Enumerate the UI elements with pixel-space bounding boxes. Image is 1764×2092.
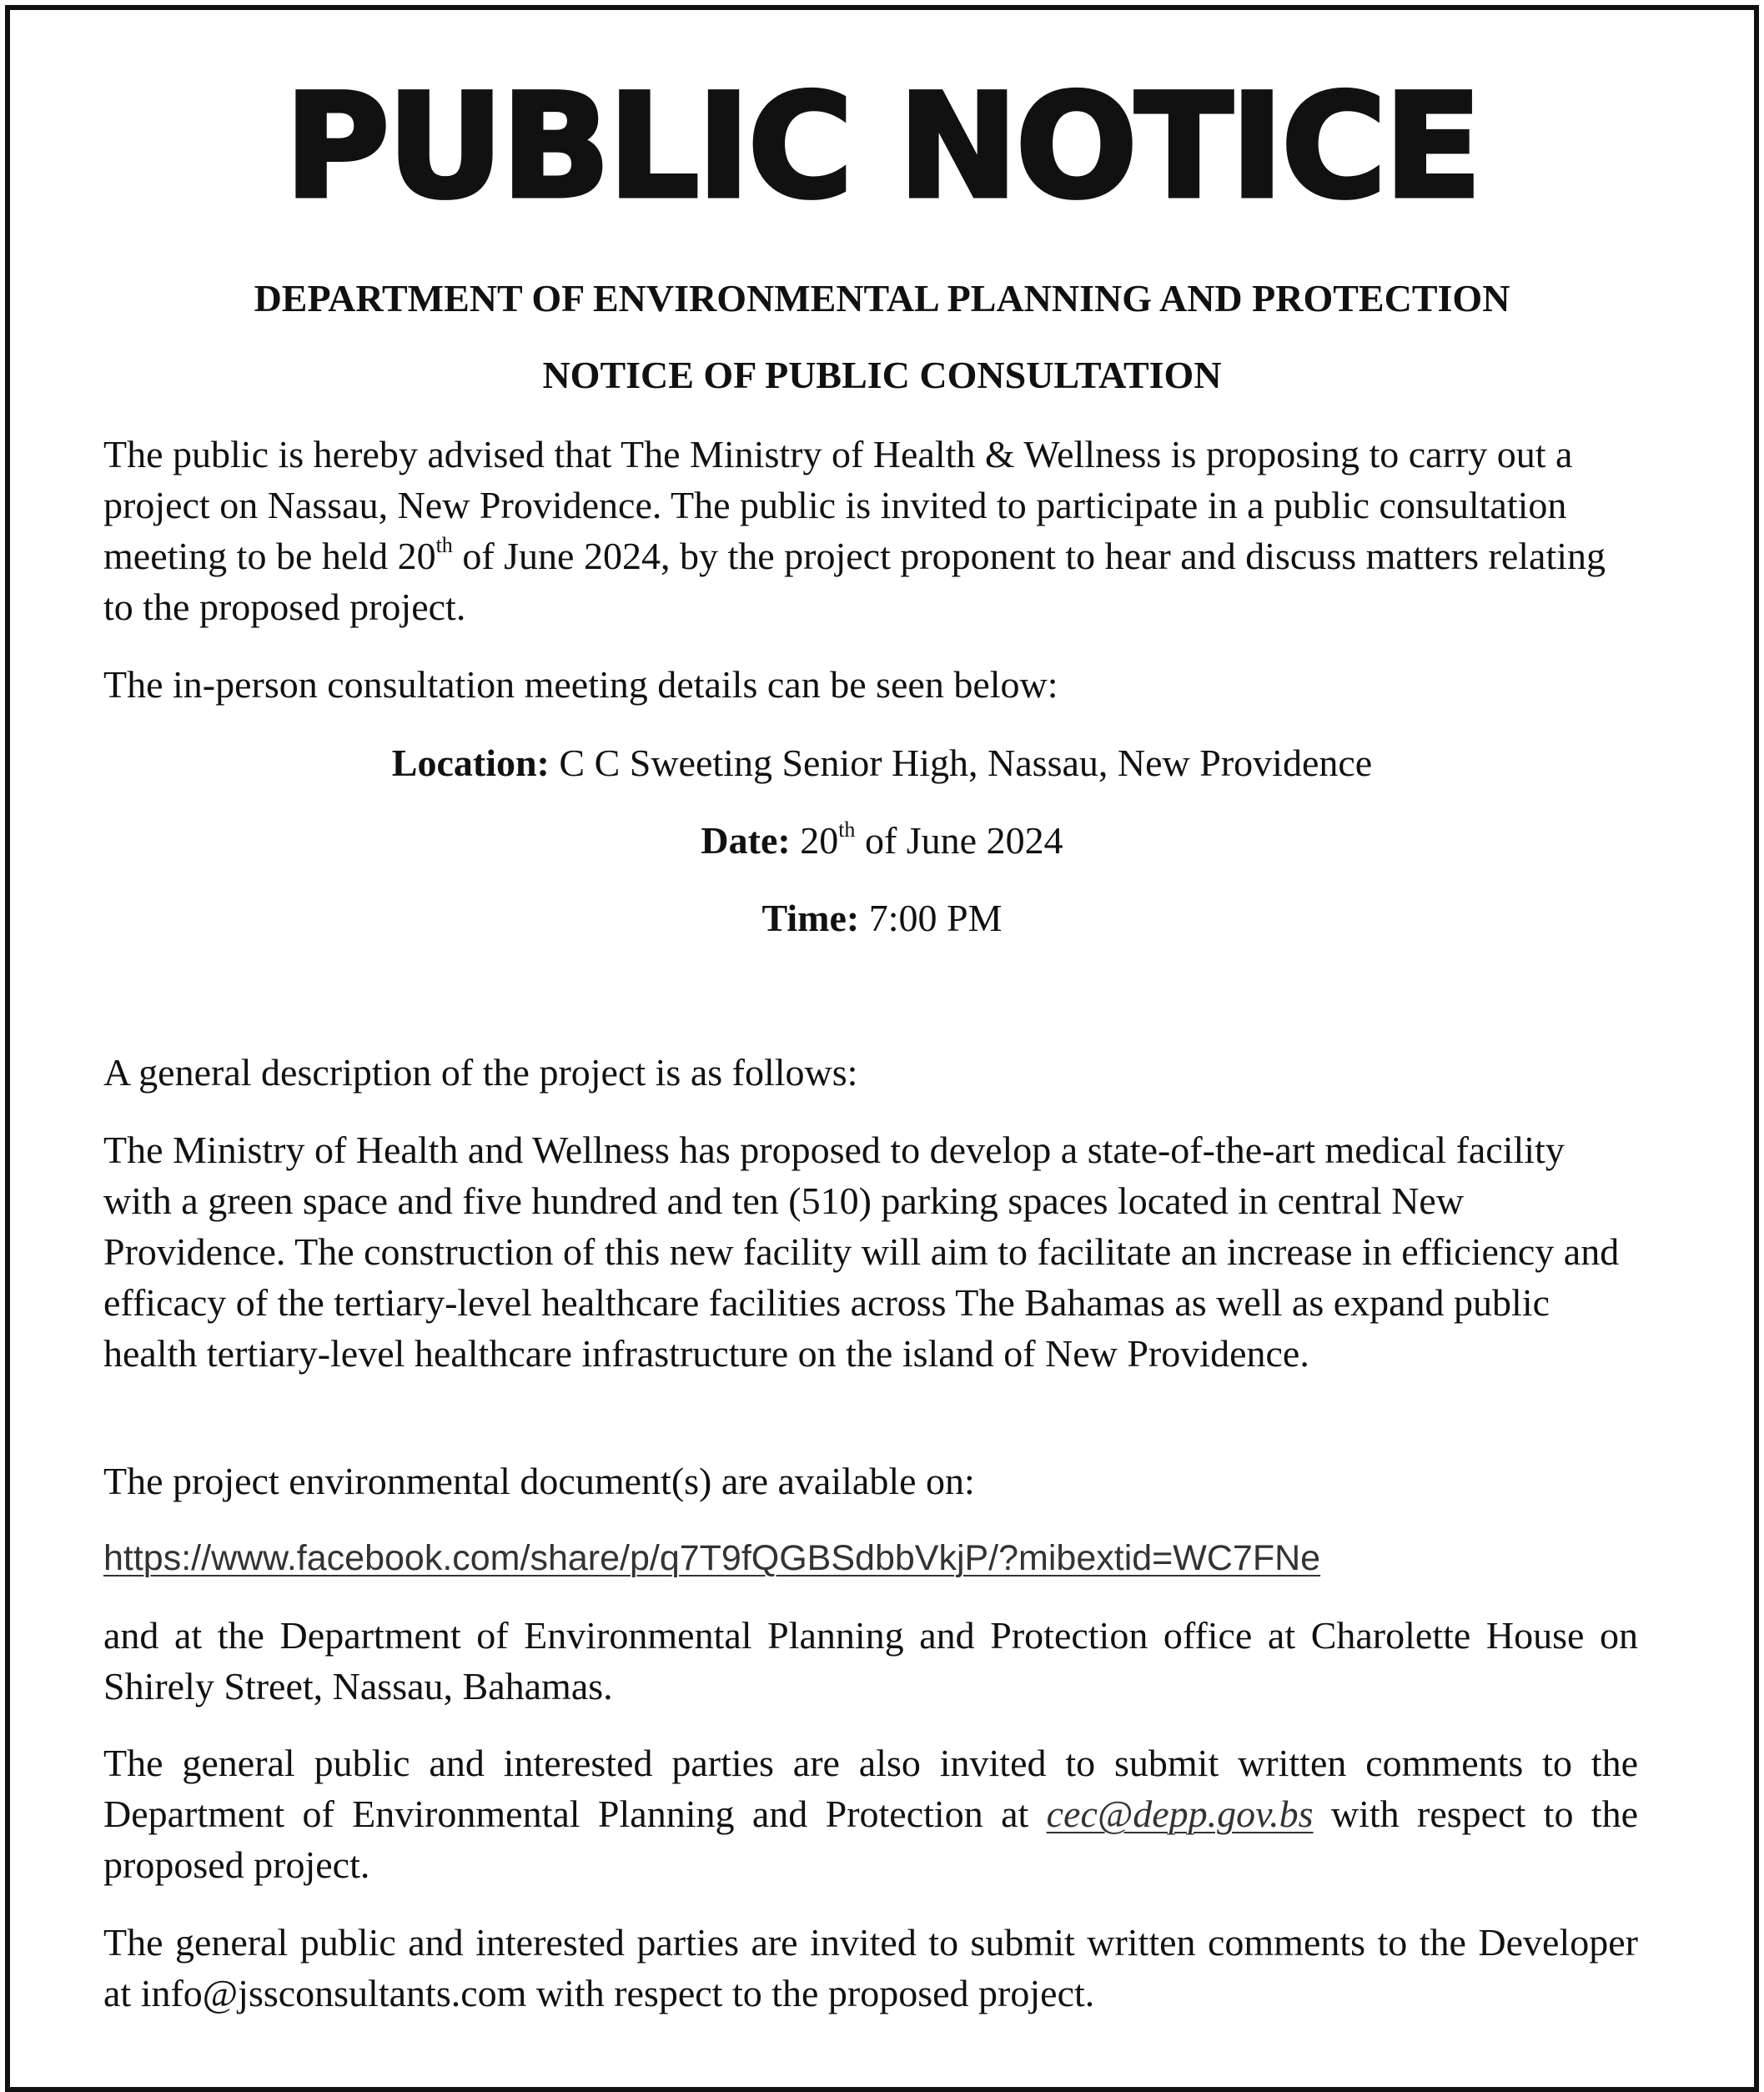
documents-intro: The project environmental document(s) are available on: (103, 1460, 975, 1502)
intro-ordinal: th (435, 532, 453, 557)
date-day: 20 (790, 819, 839, 862)
notice-title: PUBLIC NOTICE (284, 63, 1480, 230)
comments-developer-paragraph: The general public and interested parties are invited to submit written comments to the Developer at info@jssconsultants.com with respect to the proposed project. (103, 1921, 1638, 2014)
project-description: The Ministry of Health and Wellness has proposed to develop a state-of-the-art medical facility with a green space and five hundred and ten (510) parking spaces located in central New Providence. The construction of this new facility will aim to facilitate an increase in efficiency and efficacy of the tertiary-level healthcare facilities across The Bahamas as well as expand public health tertiary-level healthcare infrastructure on the island of New Providence. (103, 1129, 1620, 1375)
comments-depp-before: The general public and interested parties are also invited to submit written comments to the Department of Environmental Planning and Protection at (103, 1742, 1638, 1835)
comments-depp-after: with respect to the proposed project. (103, 1793, 1639, 1886)
meeting-location (10, 737, 1754, 788)
description-intro: A general description of the project is as follows: (103, 1051, 858, 1094)
department-heading: DEPARTMENT OF ENVIRONMENTAL PLANNING AND PROTECTION (254, 277, 1510, 319)
meeting-date (10, 815, 1754, 866)
details-intro: The in-person consultation meeting details can be seen below: (103, 663, 1058, 706)
time-value: 7:00 PM (859, 897, 1003, 939)
documents-link[interactable]: https://www.facebook.com/share/p/q7T9fQGBSdbbVkjP/?mibextid=WC7FNe (103, 1538, 1321, 1578)
depp-email-link[interactable]: cec@depp.gov.bs (1046, 1793, 1314, 1835)
intro-paragraph (103, 429, 1638, 632)
time-label: Time: (761, 897, 860, 939)
date-ordinal: th (838, 817, 856, 842)
intro-text-1: The public is hereby advised that The Ministry of Health & Wellness is proposing to carry out a project on Nassau, New Providence. The public is invited to participate in a public consultation meeting to be held 20 (103, 433, 1573, 577)
intro-text-2: of June 2024, by the project proponent to hear and discuss matters relating to the proposed project. (103, 535, 1606, 628)
office-paragraph: and at the Department of Environmental Planning and Protection office at Charolette House on Shirely Street, Nassau, Bahamas. (103, 1614, 1638, 1707)
consultation-heading: NOTICE OF PUBLIC CONSULTATION (542, 354, 1222, 396)
location-label: Location: (391, 742, 550, 784)
meeting-time (10, 893, 1754, 943)
location-value: C C Sweeting Senior High, Nassau, New Providence (549, 742, 1373, 784)
date-label: Date: (701, 819, 791, 862)
date-rest: of June 2024 (855, 819, 1063, 862)
comments-depp-paragraph (103, 1737, 1638, 1890)
notice-frame (5, 5, 1759, 2092)
